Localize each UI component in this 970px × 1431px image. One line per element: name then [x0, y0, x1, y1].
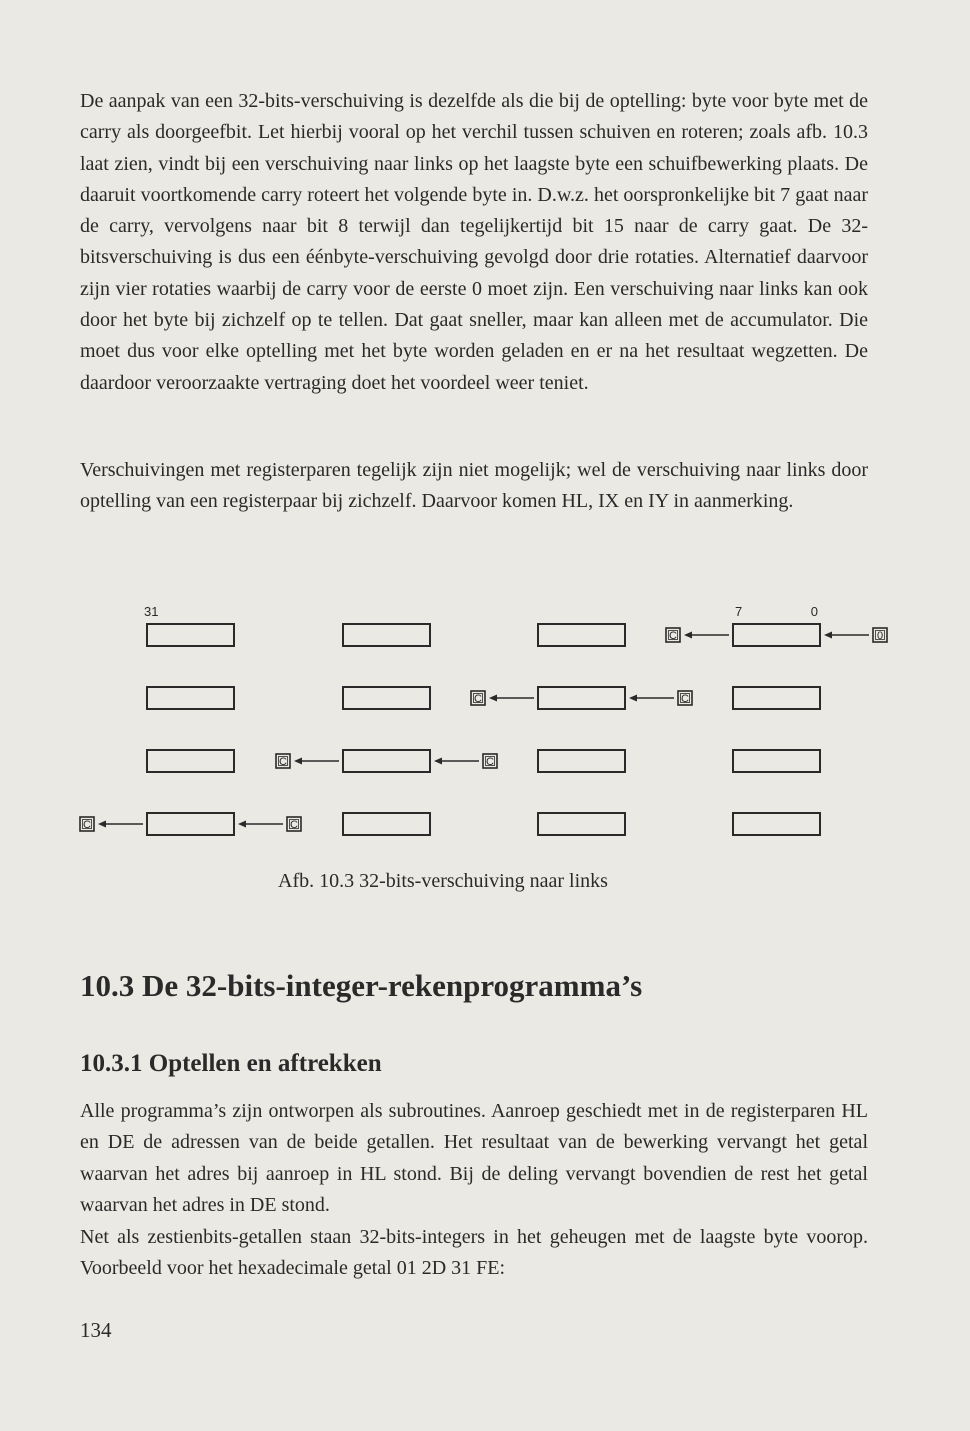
- byte-register: [147, 687, 234, 709]
- carry-flag-icon-label: C: [681, 693, 689, 705]
- byte-register: [733, 687, 820, 709]
- bit-label-31: 31: [144, 604, 159, 619]
- byte-register: [147, 624, 234, 646]
- page-number: 134: [80, 1318, 112, 1342]
- paragraph-register-pairs: Verschuivingen met registerparen tegelijk zijn niet mogelijk; wel de verschuiving naar links door optelling van een registerpaar bij zichzelf. Daarvoor komen HL, IX en IY in aanmerking.: [80, 459, 868, 513]
- carry-flag-icon-label: C: [290, 819, 298, 831]
- paragraph-byte-order: Net als zestienbits-getallen staan 32-bits-integers in het geheugen met de laagste byte voorop. Voorbeeld voor het hexadecimale getal 01 2D 31 FE:: [80, 1226, 868, 1280]
- carry-flag-icon-label: C: [486, 756, 494, 768]
- byte-register: [538, 624, 625, 646]
- carry-flag-icon-label: C: [279, 756, 287, 768]
- byte-register: [343, 687, 430, 709]
- figure-caption: Afb. 10.3 32-bits-verschuiving naar links: [278, 870, 608, 892]
- shift-arrow-icon-head: [489, 695, 497, 702]
- bit-label-7: 7: [735, 604, 743, 619]
- byte-register: [538, 687, 625, 709]
- paragraph-shift-explanation: De aanpak van een 32-bits-verschuiving is dezelfde als die bij de optelling: byte voor byte met de carry als doorgeefbit. Let hierbij vooral op het verchil tussen schuiven en roteren; zoals afb. 10.3 laat zien, vindt bij een verschuiving naar links op het laagste byte een schuifbewerking plaats. De daaruit voortkomende carry roteert het volgende byte in. D.w.z. het oorspronkelijke bit 7 gaat naar de carry, vervolgens naar bit 8 terwijl dan tegelijkertijd bit 15 naar de carry gaat. De 32-bitsverschuiving is dus een éénbyte-verschuiving gevolgd door drie rotaties. Alternatief daarvoor zijn vier rotaties waarbij de carry voor de eerste 0 moet zijn. Een verschuiving naar links kan ook door het byte bij zichzelf op te tellen. Dat gaat sneller, maar kan alleen met de accumulator. Die moet dus voor elke optelling met het byte worden geladen en er na het resultaat wegzetten. De daardoor veroorzaakte vertraging doet het voordeel weer teniet.: [80, 90, 868, 394]
- byte-register: [343, 624, 430, 646]
- shift-diagram: [0, 590, 970, 860]
- shift-arrow-icon-head: [434, 758, 442, 765]
- byte-register: [538, 813, 625, 835]
- shift-arrow-icon-head: [684, 632, 692, 639]
- shift-arrow-icon-head: [824, 632, 832, 639]
- byte-register: [343, 750, 430, 772]
- subsection-heading: 10.3.1 Optellen en aftrekken: [80, 1050, 382, 1077]
- byte-register: [147, 813, 234, 835]
- shift-arrow-icon-head: [98, 821, 106, 828]
- zero-flag-icon-label: 0: [876, 630, 884, 642]
- byte-register: [147, 750, 234, 772]
- shift-arrow-icon-head: [629, 695, 637, 702]
- byte-register: [733, 750, 820, 772]
- byte-register: [733, 813, 820, 835]
- byte-register: [733, 624, 820, 646]
- byte-register: [538, 750, 625, 772]
- shift-arrow-icon-head: [294, 758, 302, 765]
- shift-arrow-icon-head: [238, 821, 246, 828]
- carry-flag-icon-label: C: [669, 630, 677, 642]
- section-heading: 10.3 De 32-bits-integer-rekenprogramma’s: [80, 968, 643, 1003]
- carry-flag-icon-label: C: [474, 693, 482, 705]
- bit-label-0: 0: [810, 604, 818, 619]
- paragraph-subroutines: Alle programma’s zijn ontworpen als subroutines. Aanroep geschiedt met in de registerparen HL en DE de adressen van de beide getallen. Het resultaat van de bewerking vervangt het getal waarvan het adres bij aanroep in HL stond. Bij de deling vervangt bovendien de rest het getal waarvan het adres in DE stond.: [80, 1100, 868, 1216]
- byte-register: [343, 813, 430, 835]
- carry-flag-icon-label: C: [83, 819, 91, 831]
